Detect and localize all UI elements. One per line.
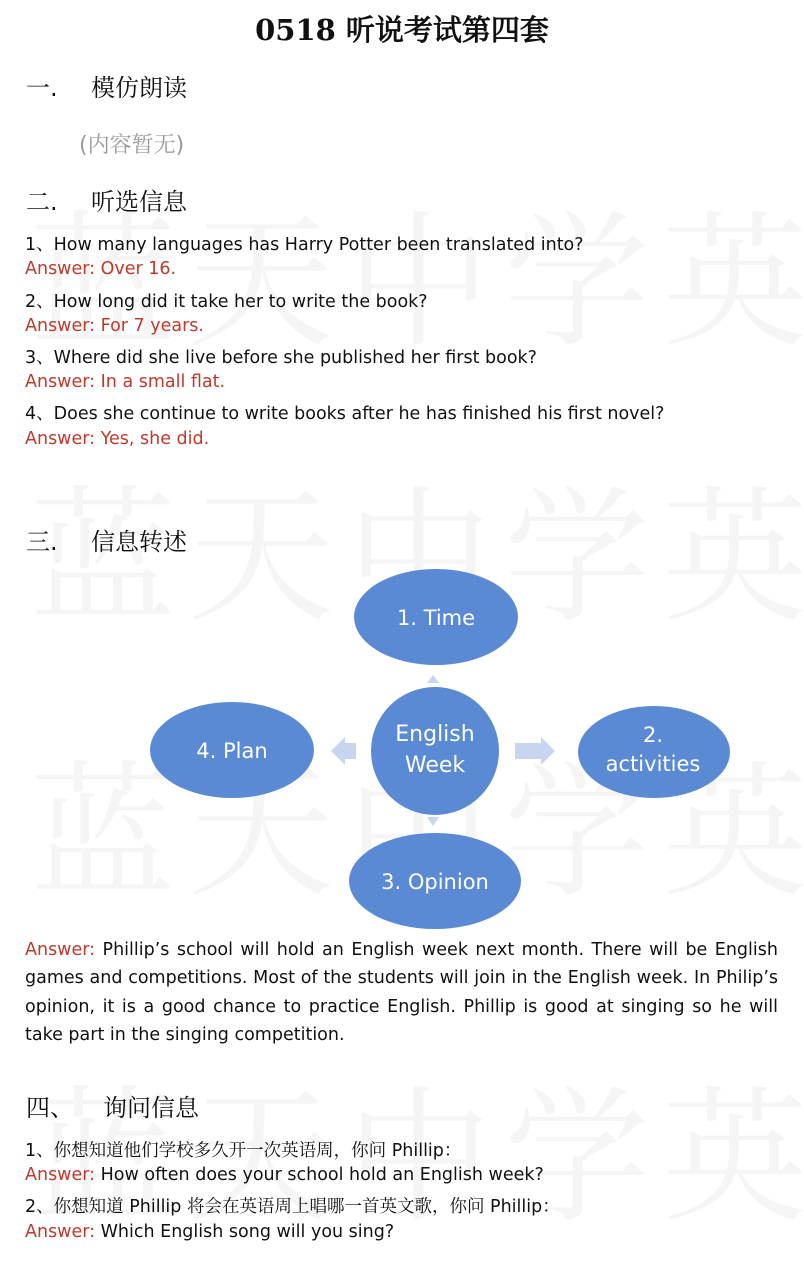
node-label: Week xyxy=(404,753,466,778)
section-number: 二. xyxy=(26,188,58,216)
section-heading-3 xyxy=(26,522,187,557)
node-label: 4. Plan xyxy=(196,739,268,763)
section-heading-4 xyxy=(26,1088,199,1123)
answer-paragraph xyxy=(25,936,778,1049)
answer-text: Phillip’s school will hold an English week next month. There will be English games and competitions. Most of the students will join in the English week. In Philip’s opinion, it is a good chance to practice English. Phillip is good at singing so he will take part in the singing competition. xyxy=(25,940,778,1045)
arrow-up-icon xyxy=(427,675,439,683)
mind-map-diagram xyxy=(0,560,804,940)
section-title: 信息转述 xyxy=(91,528,187,556)
page-title: 0518 听说考试第四套 xyxy=(255,13,549,47)
answer: Answer: How often does your school hold an English week? xyxy=(25,1165,544,1185)
answer: Answer: In a small flat. xyxy=(25,372,226,392)
section-number: 四、 xyxy=(26,1094,74,1122)
section-heading-2 xyxy=(26,182,187,217)
arrow-right-icon xyxy=(515,737,555,765)
node-label: 1. Time xyxy=(396,606,476,630)
question: 2、How long did it take her to write the book? xyxy=(25,292,428,312)
section-title: 听选信息 xyxy=(91,188,187,216)
node-label: 3. Opinion xyxy=(381,870,489,894)
question: 2、你想知道 Phillip 将会在英语周上唱哪一首英文歌，你问 Phillip： xyxy=(25,1197,560,1217)
answer: Answer: For 7 years. xyxy=(25,316,204,336)
section-title: 模仿朗读 xyxy=(91,74,187,102)
node-label: English xyxy=(395,722,475,747)
node-english-week xyxy=(371,687,499,815)
answer: Answer: Yes, she did. xyxy=(25,429,210,449)
question: 1、How many languages has Harry Potter been translated into? xyxy=(25,235,584,255)
question: 3、Where did she live before she published her first book? xyxy=(25,348,537,368)
answer: Answer: Which English song will you sing? xyxy=(25,1222,395,1242)
section-title: 询问信息 xyxy=(103,1094,199,1122)
section-number: 一. xyxy=(26,74,58,102)
answer: Answer: Over 16. xyxy=(25,259,177,279)
question: 4、Does she continue to write books after he has finished his first novel? xyxy=(25,404,665,424)
placeholder-text: (内容暂无) xyxy=(79,133,185,158)
answer-label: Answer: xyxy=(25,940,96,960)
section-number: 三. xyxy=(26,528,58,556)
node-label: 2. xyxy=(642,723,664,747)
question: 1、你想知道他们学校多久开一次英语周，你问 Phillip： xyxy=(25,1141,462,1161)
node-label: activities xyxy=(605,752,701,776)
arrow-down-icon xyxy=(427,817,439,826)
section-heading-1 xyxy=(26,68,187,103)
arrow-left-icon xyxy=(331,737,356,765)
